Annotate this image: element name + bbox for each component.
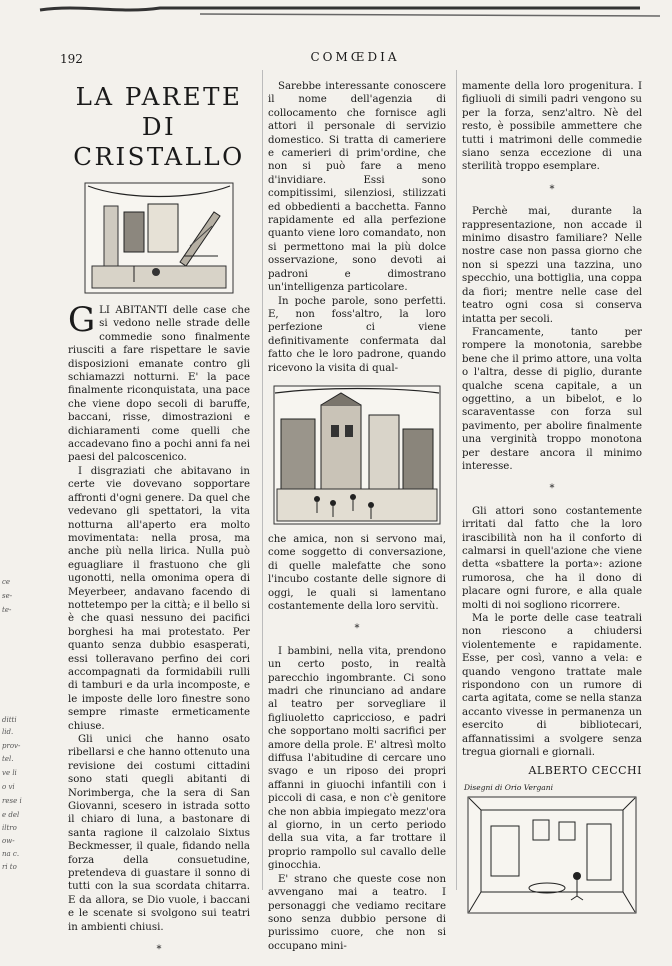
paragraph: che amica, non si servono mai, come soggetto di conversazione, di quelle malefatte che sono l'incubo costante delle signore di oggi, le quali si lamentano costantemente della loro servitù. — [268, 533, 446, 612]
gutter-fragment: na c. — [2, 850, 20, 858]
gutter-fragment: lid. — [2, 728, 14, 736]
gutter-fragment: iltro — [2, 824, 17, 832]
column-2 — [268, 80, 446, 953]
column-rule — [262, 70, 263, 890]
paragraph: mamente della loro progenitura. I figliuoli di simili padri vengono su per la forza, senz'altro. Nè del resto, è possibile ammettere che tutti i matrimoni delle commedie siano senza eccezione di una sterilità troppo esemplare. — [462, 81, 642, 173]
paragraph: I bambini, nella vita, prendono un certo posto, in realtà parecchio ingombrante. Ci sono madri che rinunciano ad andare al teatro per sorvegliare il figliuoletto capriccioso, e padri che sopportano molti sacrifici per amore della prole. E' altresì molto diffusa l'abitudine di cercare uno svago e un riposo dei propri affanni in giuochi infantili con i piccoli di casa, e non c'è genitore che non abbia impiegato mezz'ora al giorno, in un certo periodo della sua vita, a far trottare il proprio rampollo sul cavallo delle ginocchia. — [268, 645, 446, 872]
journal-title: COMŒDIA — [310, 50, 400, 64]
paragraph: Francamente, tanto per rompere la monotonia, sarebbe bene che il primo attore, una volta o l'altra, desse di piglio, durante qualche scena capitale, a un oggettino, a un bibelot, e lo scaraventasse con forza sul pavimento, per abolire finalmente una verginità troppo monotona per destare ancora il minimo interesse. — [462, 326, 642, 472]
paragraph: Ma le porte delle case teatrali non riescono a chiudersi violentemente e rapidamente. Esse, per così, vanno a vela: e quando vengono trattate male rispondono con un rumore di carta agitata, come se nella stanza accanto vivesse in permanenza un esercito di bibliotecari, affannatissimi a svolgere senza tregua giornali e giornali. — [462, 613, 642, 759]
top-edge-scan-marks — [0, 0, 672, 22]
title-line-2: DI CRISTALLO — [73, 112, 245, 171]
gutter-fragment: prov- — [2, 742, 21, 750]
gutter-fragment: se- — [2, 592, 13, 600]
paragraph: Perchè mai, durante la rappresentazione, non accade il minimo disastro familiare? Nelle nostre case non passa giorno che non si spezzi una tazzina, uno specchio, una bottiglia, una coppa da fiori; mentre nelle case del teatro ogni cosa si conserva intatta per secoli. — [462, 206, 642, 325]
page-header — [60, 50, 650, 70]
drop-cap: G — [68, 300, 96, 340]
author-signature: ALBERTO CECCHI — [528, 763, 642, 777]
column-3 — [462, 80, 642, 914]
article-title — [68, 82, 250, 172]
section-separator: * — [549, 483, 555, 495]
section-separator: * — [156, 944, 162, 956]
gutter-fragment: e del — [2, 811, 20, 819]
paragraph: In poche parole, sono perfetti. E, non foss'altro, la loro perfezione ci viene definitivamente confermata dal fatto che le loro padrone, quando ricevono la visita di qual- — [268, 295, 446, 374]
stage-illustration-1 — [84, 182, 234, 294]
gutter-fragment: ditti — [2, 716, 17, 724]
section-separator: * — [549, 183, 555, 195]
section-separator: * — [354, 623, 360, 635]
stage-illustration-2 — [273, 385, 441, 525]
stage-illustration-3 — [467, 796, 637, 914]
gutter-fragment: o vi — [2, 783, 15, 791]
illustration-credit: Disegni di Orio Vergani — [464, 782, 553, 792]
gutter-fragment: ve li — [2, 769, 17, 777]
paragraph: GLI ABITANTI delle case che si vedono nelle strade delle commedie sono finalmente riusciti a fare rispettare le savie disposizioni emanate contro gli schiamazzi notturni. E' la pace finalmente riconquistata, una pace che viene dopo secoli di baruffe, baccani, risse, dimostrazioni e dichiaramenti come quelli che accadevano fino a pochi anni fa nei paesi del palcoscenico. — [68, 300, 250, 464]
gutter-fragment: tel. — [2, 755, 14, 763]
gutter-fragment: ow- — [2, 837, 15, 845]
gutter-fragment: ce — [2, 578, 11, 586]
title-line-1: LA PARETE — [75, 82, 243, 111]
gutter-fragment: rese i — [2, 797, 22, 805]
paragraph: Sarebbe interessante conoscere il nome dell'agenzia di collocamento che fornisce agli attori il personale di servizio domestico. Si tratta di cameriere e camerieri di prim'ordine, che non si può fare a meno d'invidiare. Essi sono compitissimi, silenziosi, stilizzati ed obbedienti a bacchetta. Fanno rapidamente ed alla perfezione quanto viene loro comandato, non si permettono mai la più dolce osservazione, sono devoti ai padroni e dimostrano un'intelligenza particolare. — [268, 81, 446, 294]
page-number: 192 — [60, 52, 83, 66]
gutter-fragment: te- — [2, 606, 12, 614]
paragraph: Gli unici che hanno osato ribellarsi e che hanno ottenuto una revisione dei costumi cittadini sono stati quegli abitanti di Norimberga, che la sera di San Giovanni, scesero in istrada sotto il chiaro di luna, a bastonare di santa ragione il calzolaio Sixtus Beckmesser, il quale, fidando nella forza della consuetudine, pretendeva di guastare il sonno di tutti con la sua scordata chitarra. E da allora, se Dio vuole, i baccani e le scenate si svolgono sui teatri in ambienti chiusi. — [68, 734, 250, 933]
gutter-fragment: ri to — [2, 863, 17, 871]
paragraph: Gli attori sono costantemente irritati dal fatto che la loro irascibilità non ha il conforto di calmarsi in quell'azione che viene detta «sbattere la porta»: azione rumorosa, che ha il dono di placare ogni furore, e alla quale molti di noi sogliono ricorrere. — [462, 505, 642, 611]
paragraph: I disgraziati che abitavano in certe vie dovevano sopportare affronti d'ogni genere. Da quel che vedevano gli spettatori, la vita notturna all'aperto era molto movimentata: nella prosa, ma anche più nella lirica. Nulla può eguagliare il frastuono che gli ugonotti, nella omonima opera di Meyerbeer, andavano facendo di nottetempo per la città; e il bello si è che quasi nessuno dei pacifici borghesi ha mai protestato. Per quanto senza dubbio esasperati, essi tolleravano perfino dei cori accompagnati da formidabili rulli di tamburi e da urla incomposte, e le imposte delle loro finestre sono sempre rimaste ermeticamente chiuse. — [68, 465, 250, 732]
column-1 — [68, 82, 250, 966]
paragraph: E' strano che queste cose non avvengano mai a teatro. I personaggi che vediamo recitare sono senza dubbio persone di purissimo cuore, che non si occupano mini- — [268, 873, 446, 952]
column-rule — [456, 70, 457, 890]
